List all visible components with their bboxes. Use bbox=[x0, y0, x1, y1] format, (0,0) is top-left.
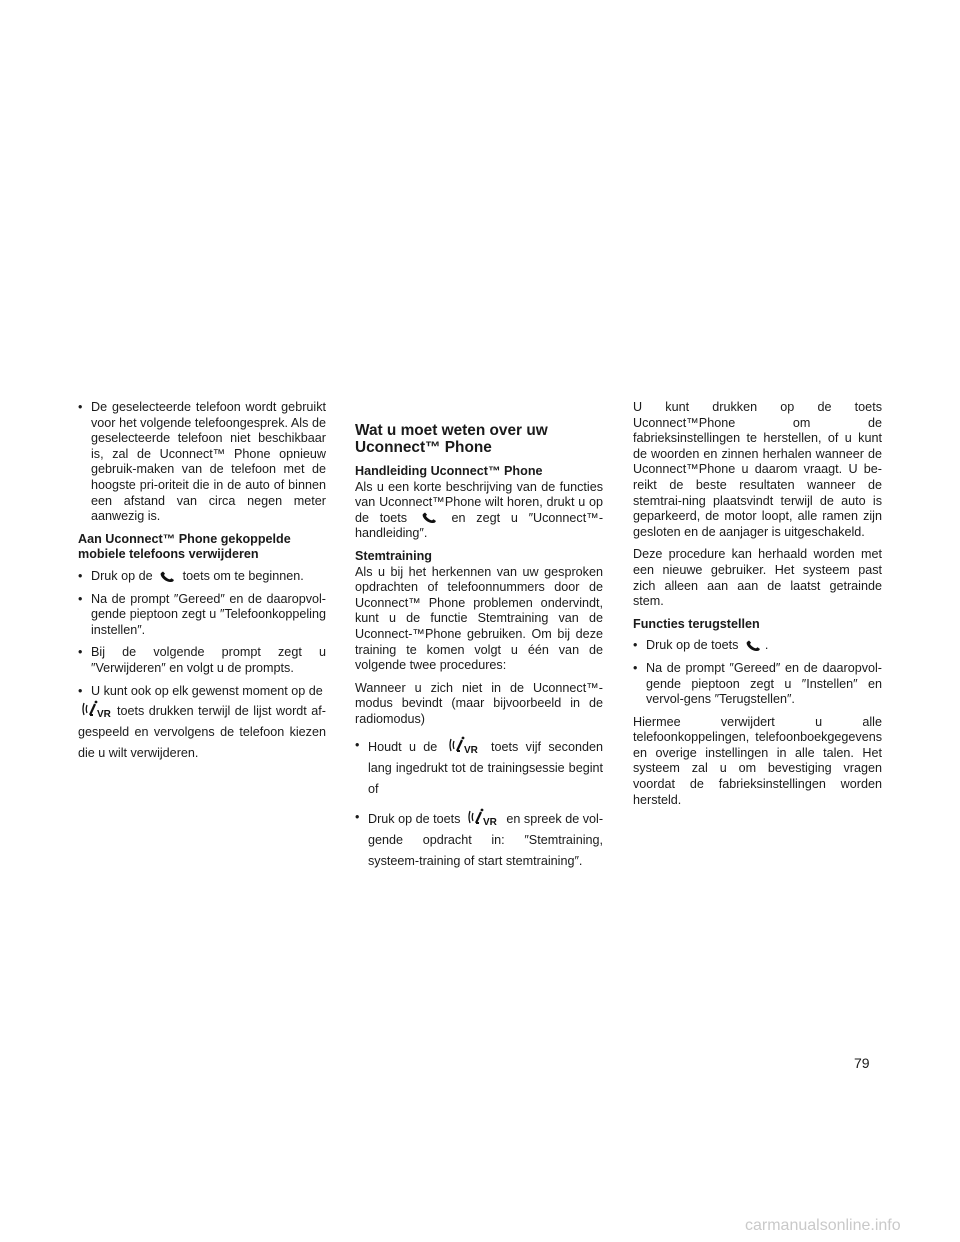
page-number: 79 bbox=[854, 1055, 870, 1071]
column-left bbox=[78, 400, 326, 771]
paragraph: U kunt drukken op de toets Uconnect™Phone om de fabrieksinstellingen te herstellen, of u kunt de woorden en zinnen herhalen wanneer de Uconnect™Phone u daarom vraagt. U be-reikt de beste resultaten wanneer de stemtrai-ning plaatsvindt terwijl de auto is geparkeerd, de motor loopt, alle ramen zijn gesloten en de aanjager is uitgeschakeld. bbox=[633, 400, 882, 539]
section-heading: Functies terugstellen bbox=[633, 616, 760, 631]
paragraph: Als u bij het herkennen van uw gesproken opdrachten of telefoonnummers door de Uconnect™ Phone problemen ondervindt, kunt u de functie Stemtraining van de Uconnect-™Phone gebruiken. Om bij deze training te komen volgt u één van de volgende twee procedures: bbox=[355, 564, 603, 673]
list-item: • Druk op de toets VR en spreek de vol-gende opdracht in: ″Stemtraining, systeem-training of start stemtraining″. bbox=[355, 807, 603, 872]
phone-icon bbox=[745, 640, 762, 652]
paragraph: Hiermee verwijdert u alle telefoonkoppelingen, telefoonboekgegevens en overige instellingen in alle talen. Het systeem zal u om bevestiging vragen voordat de fabrieksinstellingen worden hersteld. bbox=[633, 714, 882, 807]
list-item: • Druk op de toets . bbox=[633, 638, 769, 653]
section-heading: Aan Uconnect™ Phone gekoppelde mobiele telefoons verwijderen bbox=[78, 531, 291, 562]
voice-recognition-icon bbox=[448, 735, 481, 755]
paragraph: Als u een korte beschrijving van de functies van Uconnect™Phone wilt horen, drukt u op de toets en zegt u ″Uconnect™-handleiding″. bbox=[355, 479, 604, 541]
list-item: • Houdt u de VR toets vijf seconden lang ingedrukt tot de trainingsessie begint of bbox=[355, 735, 603, 800]
section-heading: Stemtraining bbox=[355, 548, 432, 563]
phone-icon bbox=[421, 512, 438, 524]
svg-text:VR: VR bbox=[482, 816, 497, 827]
list-item: • Na de prompt ″Gereed″ en de daaropvol-gende pieptoon zegt u ″Instellen″ en vervol-gens ″Terugstellen″. bbox=[633, 660, 882, 707]
list-item: • Bij de volgende prompt zegt u ″Verwijderen″ en volgt u de prompts. bbox=[78, 645, 326, 675]
page-title: Wat u moet weten over uw Uconnect™ Phone bbox=[355, 422, 548, 456]
list-item: • Na de prompt ″Gereed″ en de daaropvol-gende pieptoon zegt u ″Telefoonkoppeling instellen″. bbox=[78, 591, 326, 637]
section-heading: Handleiding Uconnect™ Phone bbox=[355, 464, 543, 478]
bullet-dot: • bbox=[78, 400, 83, 414]
watermark: carmanualsonline.info bbox=[745, 1217, 901, 1234]
paragraph: Deze procedure kan herhaald worden met een nieuwe gebruiker. Het systeem past zich alleen aan aan de laatst getrainde stem. bbox=[633, 547, 882, 609]
column-right bbox=[633, 400, 882, 815]
vr-label: VR bbox=[97, 709, 111, 720]
column-middle bbox=[355, 400, 603, 879]
svg-text:VR: VR bbox=[463, 744, 478, 755]
voice-recognition-icon bbox=[81, 699, 114, 719]
list-item: • Druk op de toets om te beginnen. bbox=[78, 568, 304, 583]
phone-icon bbox=[159, 571, 176, 583]
list-item: • U kunt ook op elk gewenst moment op de VR toets drukken terwijl de lijst wordt af-gespeeld en vervolgens de telefoon kiezen die u wilt verwijderen. bbox=[78, 683, 326, 761]
paragraph: Wanneer u zich niet in de Uconnect™-modus bevindt (maar bijvoorbeeld in de radiomodus) bbox=[355, 680, 603, 726]
voice-recognition-icon bbox=[467, 807, 500, 827]
list-item: • De geselecteerde telefoon wordt gebruikt voor het volgende telefoongesprek. Als de geselecteerde telefoon niet beschikbaar is, zal de Uconnect™ Phone opnieuw gebruik-maken van de telefoon met de hoogste pri-oriteit die in de auto of binnen een afstand van circa negen meter aanwezig is. bbox=[78, 400, 326, 524]
